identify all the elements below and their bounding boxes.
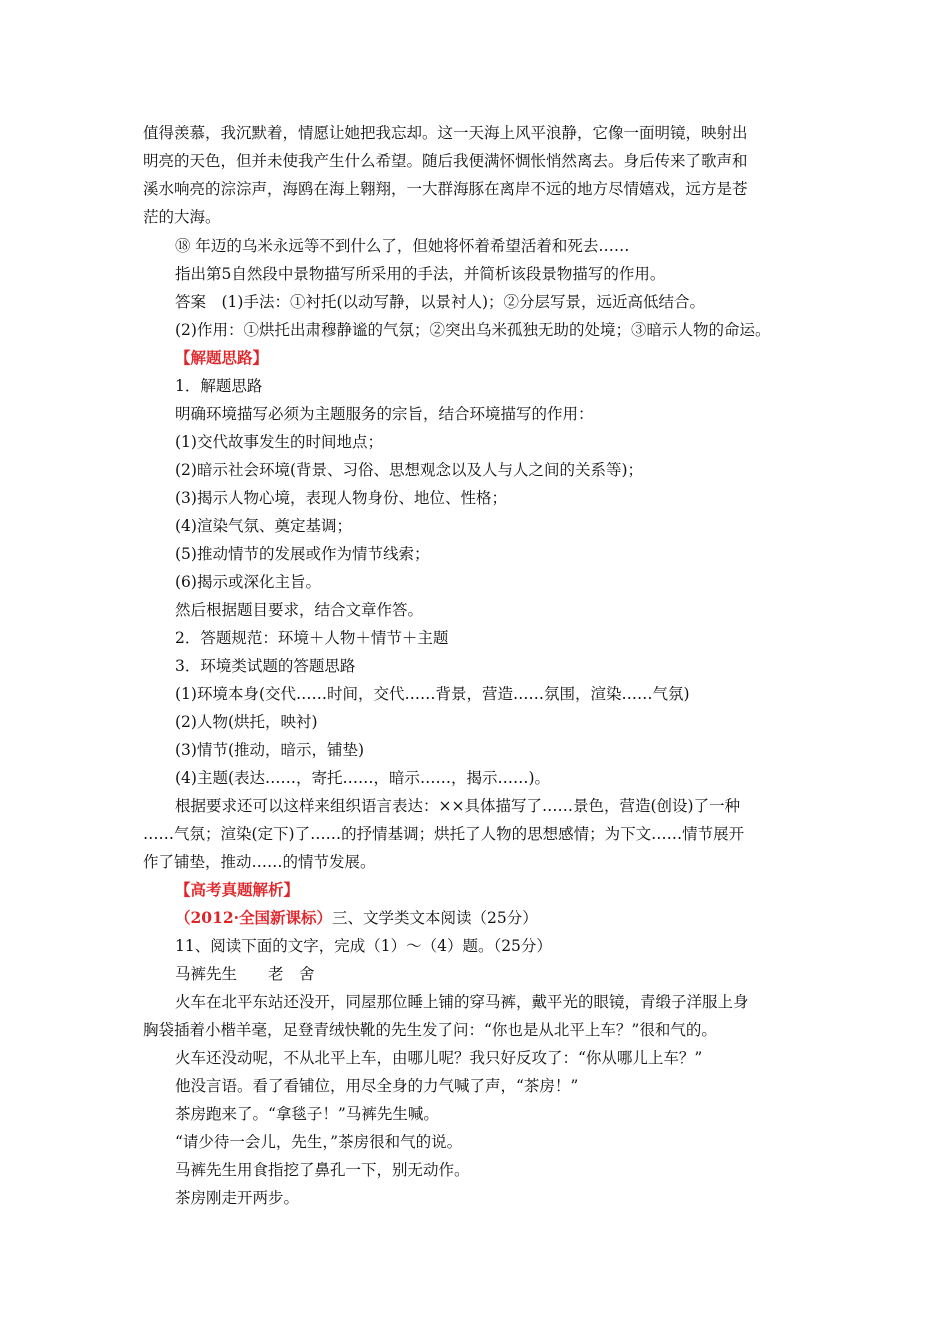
list-item: (3)情节(推动，暗示，铺垫) xyxy=(175,741,365,759)
exam-source-line xyxy=(175,908,538,928)
text-line: ⑱ 年迈的乌米永远等不到什么了，但她将怀着希望活着和死去…… xyxy=(175,237,630,255)
text-line: ……气氛；渲染(定下)了……的抒情基调；烘托了人物的思想感情；为下文……情节展开 xyxy=(143,825,745,843)
list-item: (4)主题(表达……，寄托……，暗示……，揭示……)。 xyxy=(175,769,551,787)
text-line: 明确环境描写必须为主题服务的宗旨，结合环境描写的作用： xyxy=(175,405,594,423)
text-line: 茫的大海。 xyxy=(143,208,221,226)
exam-source: （2012·全国新课标） xyxy=(175,908,333,927)
text-line: 然后根据题目要求，结合文章作答。 xyxy=(175,601,424,619)
text-line: 茶房刚走开两步。 xyxy=(175,1189,300,1207)
text-line: 3．环境类试题的答题思路 xyxy=(175,657,356,675)
question-text: 指出第5自然段中景物描写所采用的手法，并简析该段景物描写的作用。 xyxy=(175,265,666,283)
text-line: 茶房跑来了。“拿毯子！”马裤先生喊。 xyxy=(175,1105,439,1123)
section-heading: 【解题思路】 xyxy=(175,348,269,367)
question-text: 11、阅读下面的文字，完成（1）～（4）题。（25分） xyxy=(175,937,552,955)
list-item: (2)暗示社会环境(背景、习俗、思想观念以及人与人之间的关系等)； xyxy=(175,461,644,479)
list-item: (5)推动情节的发展或作为情节线索； xyxy=(175,545,430,563)
text-line: 2．答题规范：环境＋人物＋情节＋主题 xyxy=(175,629,449,647)
text-line: 值得羡慕，我沉默着，情愿让她把我忘却。这一天海上风平浪静，它像一面明镜，映射出 xyxy=(143,124,748,142)
list-item: (2)人物(烘托，映衬) xyxy=(175,713,318,731)
text-line: 火车在北平东站还没开，同屋那位睡上铺的穿马裤，戴平光的眼镜，青缎子洋服上身 xyxy=(175,993,749,1011)
text-line: “请少待一会儿，先生，”茶房很和气的说。 xyxy=(175,1133,463,1151)
text-line: 作了铺垫，推动……的情节发展。 xyxy=(143,853,376,871)
section-heading: 【高考真题解析】 xyxy=(175,880,300,899)
text-line: 根据要求还可以这样来组织语言表达：××具体描写了……景色，营造(创设)了一种 xyxy=(175,797,741,815)
list-item: (6)揭示或深化主旨。 xyxy=(175,573,321,591)
text-line: 胸袋插着小楷羊毫，足登青绒快靴的先生发了问：“你也是从北平上车？”很和气的。 xyxy=(143,1021,717,1039)
list-item: (1)交代故事发生的时间地点； xyxy=(175,433,383,451)
section-title: 三、文学类文本阅读（25分） xyxy=(332,909,538,927)
story-title: 马裤先生 老 舍 xyxy=(175,965,315,983)
list-item: (1)环境本身(交代……时间，交代……背景，营造……氛围，渲染……气氛) xyxy=(175,685,690,703)
text-line: 明亮的天色，但并未使我产生什么希望。随后我便满怀惆怅悄然离去。身后传来了歌声和 xyxy=(143,152,748,170)
text-line: 他没言语。看了看铺位，用尽全身的力气喊了声，“茶房！” xyxy=(175,1077,579,1095)
list-item: (3)揭示人物心境，表现人物身份、地位、性格； xyxy=(175,489,507,507)
text-line: 溪水响亮的淙淙声，海鸥在海上翱翔，一大群海豚在离岸不远的地方尽情嬉戏，远方是苍 xyxy=(143,180,748,198)
answer-text: 答案 (1)手法：①衬托(以动写静，以景衬人)；②分层写景，远近高低结合。 xyxy=(175,293,706,311)
answer-text: (2)作用：①烘托出肃穆静谧的气氛；②突出乌米孤独无助的处境；③暗示人物的命运。 xyxy=(175,321,771,339)
list-item: (4)渲染气氛、奠定基调； xyxy=(175,517,352,535)
text-line: 火车还没动呢，不从北平上车，由哪儿呢？我只好反攻了：“你从哪儿上车？” xyxy=(175,1049,703,1067)
text-line: 1．解题思路 xyxy=(175,377,263,395)
text-line: 马裤先生用食指挖了鼻孔一下，别无动作。 xyxy=(175,1161,470,1179)
